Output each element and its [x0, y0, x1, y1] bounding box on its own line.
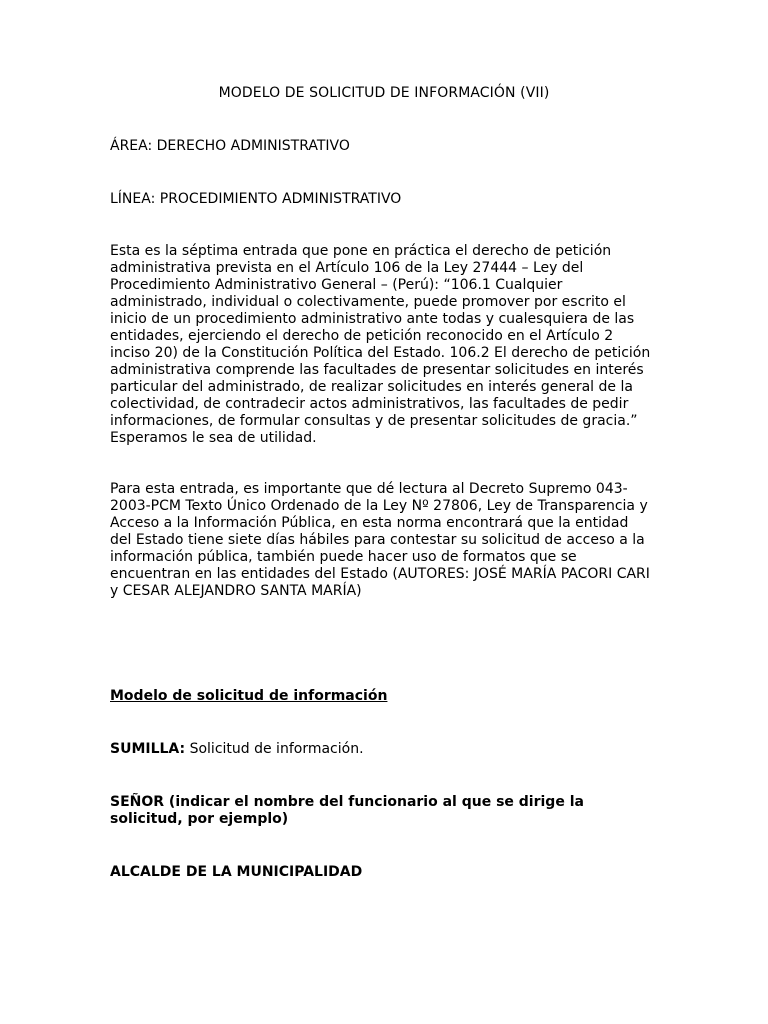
paragraph-line: informaciones, de formular consultas y de presentar solicitudes de gracia.”: [110, 413, 638, 429]
paragraph-line: administrado, individual o colectivamente, puede promover por escrito el: [110, 294, 626, 310]
paragraph-line: particular del administrado, de realizar solicitudes en interés general de la: [110, 379, 633, 395]
sumilla-line: [110, 741, 364, 758]
paragraph-line: encuentran en las entidades del Estado (AUTORES: JOSÉ MARÍA PACORI CARI: [110, 566, 650, 582]
paragraph-line: Esperamos le sea de utilidad.: [110, 430, 317, 446]
paragraph-line: administrativa prevista en el Artículo 106 de la Ley 27444 – Ley del: [110, 260, 584, 276]
paragraph-line: y CESAR ALEJANDRO SANTA MARÍA): [110, 583, 362, 599]
senor-paragraph: [110, 794, 670, 828]
paragraph-line: inciso 20) de la Constitución Política del Estado. 106.2 El derecho de petición: [110, 345, 651, 361]
area-line: ÁREA: DERECHO ADMINISTRATIVO: [110, 138, 350, 154]
paragraph-line: 2003-PCM Texto Único Ordenado de la Ley Nº 27806, Ley de Transparencia y: [110, 498, 648, 514]
sumilla-label: SUMILLA:: [110, 741, 186, 757]
paragraph-line: Para esta entrada, es importante que dé lectura al Decreto Supremo 043-: [110, 481, 628, 497]
decree-paragraph: [110, 481, 670, 600]
paragraph-line: entidades, ejerciendo el derecho de petición reconocido en el Artículo 2: [110, 328, 614, 344]
alcalde-line: ALCALDE DE LA MUNICIPALIDAD: [110, 864, 363, 880]
paragraph-line: del Estado tiene siete días hábiles para contestar su solicitud de acceso a la: [110, 532, 645, 548]
document-title: MODELO DE SOLICITUD DE INFORMACIÓN (VII): [218, 85, 550, 101]
paragraph-line: inicio de un procedimiento administrativo ante todas y cualesquiera de las: [110, 311, 635, 327]
paragraph-line: administrativa comprende las facultades de presentar solicitudes en interés: [110, 362, 644, 378]
paragraph-line: Esta es la séptima entrada que pone en práctica el derecho de petición: [110, 243, 612, 259]
paragraph-line: colectividad, de contradecir actos administrativos, las facultades de pedir: [110, 396, 629, 412]
paragraph-line: información pública, también puede hacer uso de formatos que se: [110, 549, 577, 565]
paragraph-line: Procedimiento Administrativo General – (Perú): “106.1 Cualquier: [110, 277, 563, 293]
paragraph-line: SEÑOR (indicar el nombre del funcionario al que se dirige la: [110, 794, 584, 810]
intro-paragraph: [110, 243, 670, 447]
linea-line: LÍNEA: PROCEDIMIENTO ADMINISTRATIVO: [110, 191, 402, 207]
paragraph-line: Acceso a la Información Pública, en esta norma encontrará que la entidad: [110, 515, 629, 531]
sumilla-value: Solicitud de información.: [185, 741, 364, 757]
modelo-heading: Modelo de solicitud de información: [110, 688, 388, 704]
paragraph-line: solicitud, por ejemplo): [110, 811, 289, 827]
